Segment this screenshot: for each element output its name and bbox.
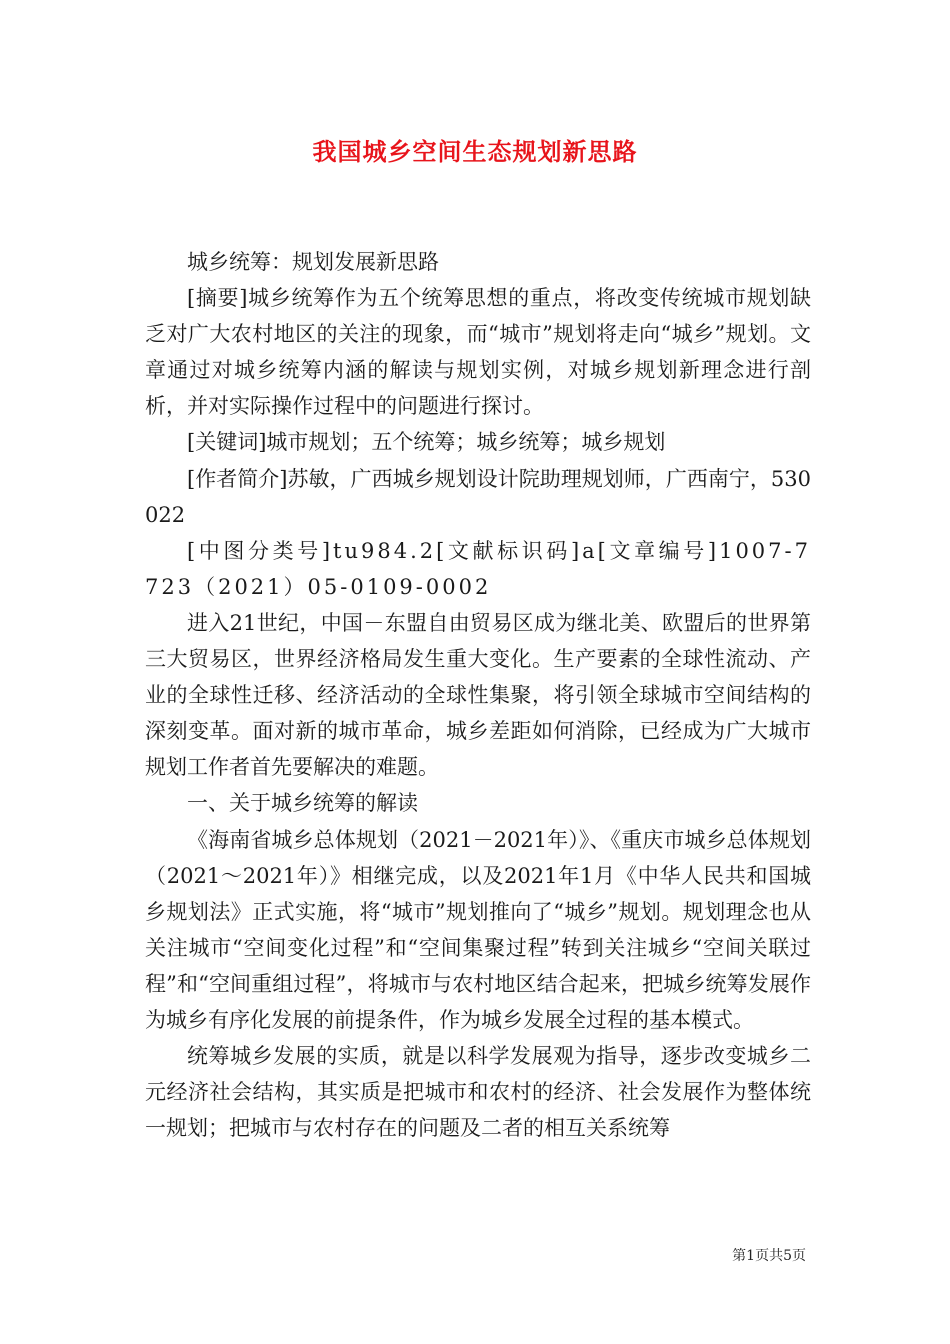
- body-paragraph: 《海南省城乡总体规划（2021－2021年）》、《重庆市城乡总体规划（2021～2021年）》相继完成，以及2021年1月《中华人民共和国城乡规划法》正式实施，将“城市”规划推向了“城乡”规划。规划理念也从关注城市“空间变化过程”和“空间集聚过程”转到关注城乡“空间关联过程”和“空间重组过程”，将城市与农村地区结合起来，把城乡统筹发展作为城乡有序化发展的前提条件，作为城乡发展全过程的基本模式。: [145, 827, 811, 1032]
- body-paragraph: 进入21世纪，中国－东盟自由贸易区成为继北美、欧盟后的世界第三大贸易区，世界经济格局发生重大变化。生产要素的全球性流动、产业的全球性迁移、经济活动的全球性集聚，将引领全球城市空间结构的深刻变革。面对新的城市革命，城乡差距如何消除，已经成为广大城市规划工作者首先要解决的难题。: [145, 610, 811, 780]
- author-paragraph: [作者简介]苏敏，广西城乡规划设计院助理规划师，广西南宁，530022: [145, 466, 811, 527]
- page-number: 第1页共5页: [732, 1248, 806, 1264]
- document-title: 我国城乡空间生态规划新思路: [312, 137, 638, 166]
- subtitle-paragraph: 城乡统筹：规划发展新思路: [187, 250, 439, 274]
- document-body: [145, 244, 811, 1146]
- keywords-paragraph: [关键词]城市规划；五个统筹；城乡统筹；城乡规划: [187, 430, 666, 455]
- abstract-paragraph: [摘要]城乡统筹作为五个统筹思想的重点，将改变传统城市规划缺乏对广大农村地区的关注的现象，而“城市”规划将走向“城乡”规划。文章通过对城乡统筹内涵的解读与规划实例，对城乡规划新理念进行剖析，并对实际操作过程中的问题进行探讨。: [145, 286, 811, 419]
- classification-paragraph: [中图分类号]tu984.2[文献标识码]a[文章编号]1007-7723（2021）05-0109-0002: [145, 538, 811, 599]
- section-heading: 一、关于城乡统筹的解读: [187, 791, 418, 816]
- body-paragraph: 统筹城乡发展的实质，就是以科学发展观为指导，逐步改变城乡二元经济社会结构，其实质是把城市和农村的经济、社会发展作为整体统一规划；把城市与农村存在的问题及二者的相互关系统筹: [145, 1044, 811, 1141]
